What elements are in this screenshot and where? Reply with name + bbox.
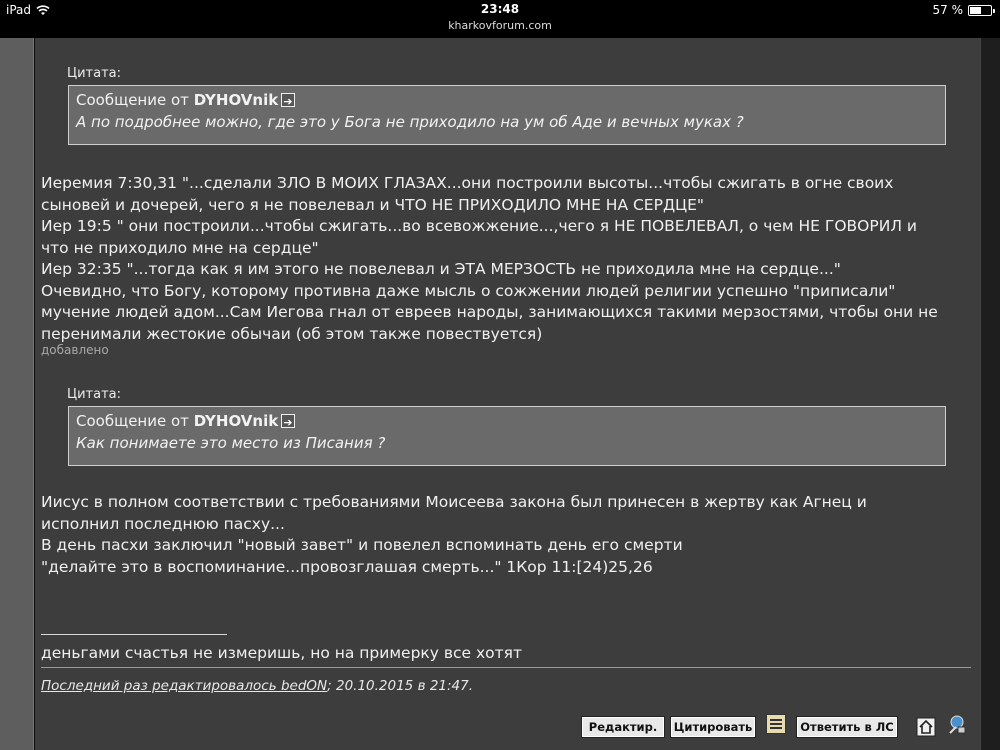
- battery-percent: 57 %: [932, 3, 963, 17]
- quote-box: [68, 85, 946, 145]
- reply-pm-button[interactable]: Ответить в ЛС: [797, 717, 897, 737]
- quote-text: А по подробнее можно, где это у Бога не приходило на ум об Аде и вечных муках ?: [76, 113, 744, 131]
- battery-icon: [968, 5, 992, 16]
- quote-box: [68, 406, 946, 466]
- quote-author-prefix: Сообщение от: [76, 412, 189, 430]
- quote-label: Цитата:: [67, 387, 121, 402]
- device-name: iPad: [6, 3, 32, 17]
- added-label: добавлено: [41, 343, 109, 357]
- post-line: сыновей и дочерей, чего я не повелевал и ЧТО НЕ ПРИХОДИЛО МНЕ НА СЕРДЦЕ": [41, 195, 705, 214]
- quote-header: [76, 90, 938, 111]
- post-line: перенимали жестокие обычаи (об этом также повествуется): [41, 324, 543, 343]
- post-line: "делайте это в воспоминание...провозглашая смерть..." 1Кор 11:[24)25,26: [41, 557, 653, 576]
- left-gutter: [0, 38, 34, 750]
- post-line: что не приходило мне на сердце": [41, 238, 319, 257]
- last-edit-note: [41, 678, 473, 694]
- view-post-icon[interactable]: [281, 93, 295, 107]
- quote-button[interactable]: Цитировать: [671, 717, 755, 737]
- quote-label: Цитата:: [67, 66, 121, 81]
- quote-author[interactable]: DYHOVnik: [193, 91, 279, 109]
- quote-author-prefix: Сообщение от: [76, 91, 189, 109]
- post-line: Иер 19:5 " они построили...чтобы сжигать...во всевожжение...,чего я НЕ ПОВЕЛЕВАЛ, о чем НЕ ГОВОРИЛ и: [41, 217, 917, 235]
- quote-text: Как понимаете это место из Писания ?: [76, 434, 386, 452]
- post-body-2: [41, 492, 971, 578]
- right-gutter: [980, 38, 1000, 750]
- signature-divider: [41, 634, 227, 635]
- post-line: мучение людей адом...Сам Иегова гнал от евреев народы, занимающихся такими мерзостями, чтобы они не: [41, 303, 938, 321]
- post-line: исполнил последнюю пасху...: [41, 514, 285, 533]
- address-bar[interactable]: kharkovforum.com: [448, 19, 552, 32]
- view-post-icon[interactable]: [281, 414, 295, 428]
- multi-quote-icon[interactable]: [766, 714, 786, 734]
- last-edit-link[interactable]: Последний раз редактировалось bedON: [41, 678, 328, 694]
- status-bar: [0, 0, 1000, 38]
- post-line: Очевидно, что Богу, которому противна даже мысль о сожжении людей религии успешно "приписали": [41, 281, 896, 300]
- edit-button[interactable]: Редактир.: [582, 717, 664, 737]
- report-icon[interactable]: [947, 715, 967, 735]
- clock: 23:48: [480, 2, 520, 16]
- quote-author[interactable]: DYHOVnik: [193, 412, 279, 430]
- post-line: Иер 32:35 "...тогда как я им этого не повелевал и ЭТА МЕРЗОСТЬ не приходила мне на сердце...": [41, 260, 841, 278]
- post-line: Иисус в полном соответствии с требованиями Моисеева закона был принесен в жертву как Агнец и: [41, 493, 867, 511]
- last-edit-date: ; 20.10.2015 в 21:47.: [327, 678, 474, 694]
- post-line: Иеремия 7:30,31 "...сделали ЗЛО В МОИХ ГЛАЗАХ...они построили высоты...чтобы сжигать в огне своих: [41, 174, 894, 192]
- post-line: В день пасхи заключил "новый завет" и повелел вспоминать день его смерти: [41, 536, 683, 554]
- status-right: [933, 3, 993, 17]
- battery-fill: [970, 7, 981, 14]
- quote-header: [76, 411, 938, 432]
- post-content: [35, 38, 980, 750]
- home-icon[interactable]: [916, 717, 936, 737]
- signature: деньгами счастья не измеришь, но на примерку все хотят: [41, 644, 523, 662]
- post-divider: [41, 667, 971, 668]
- post-body-1: [41, 173, 971, 345]
